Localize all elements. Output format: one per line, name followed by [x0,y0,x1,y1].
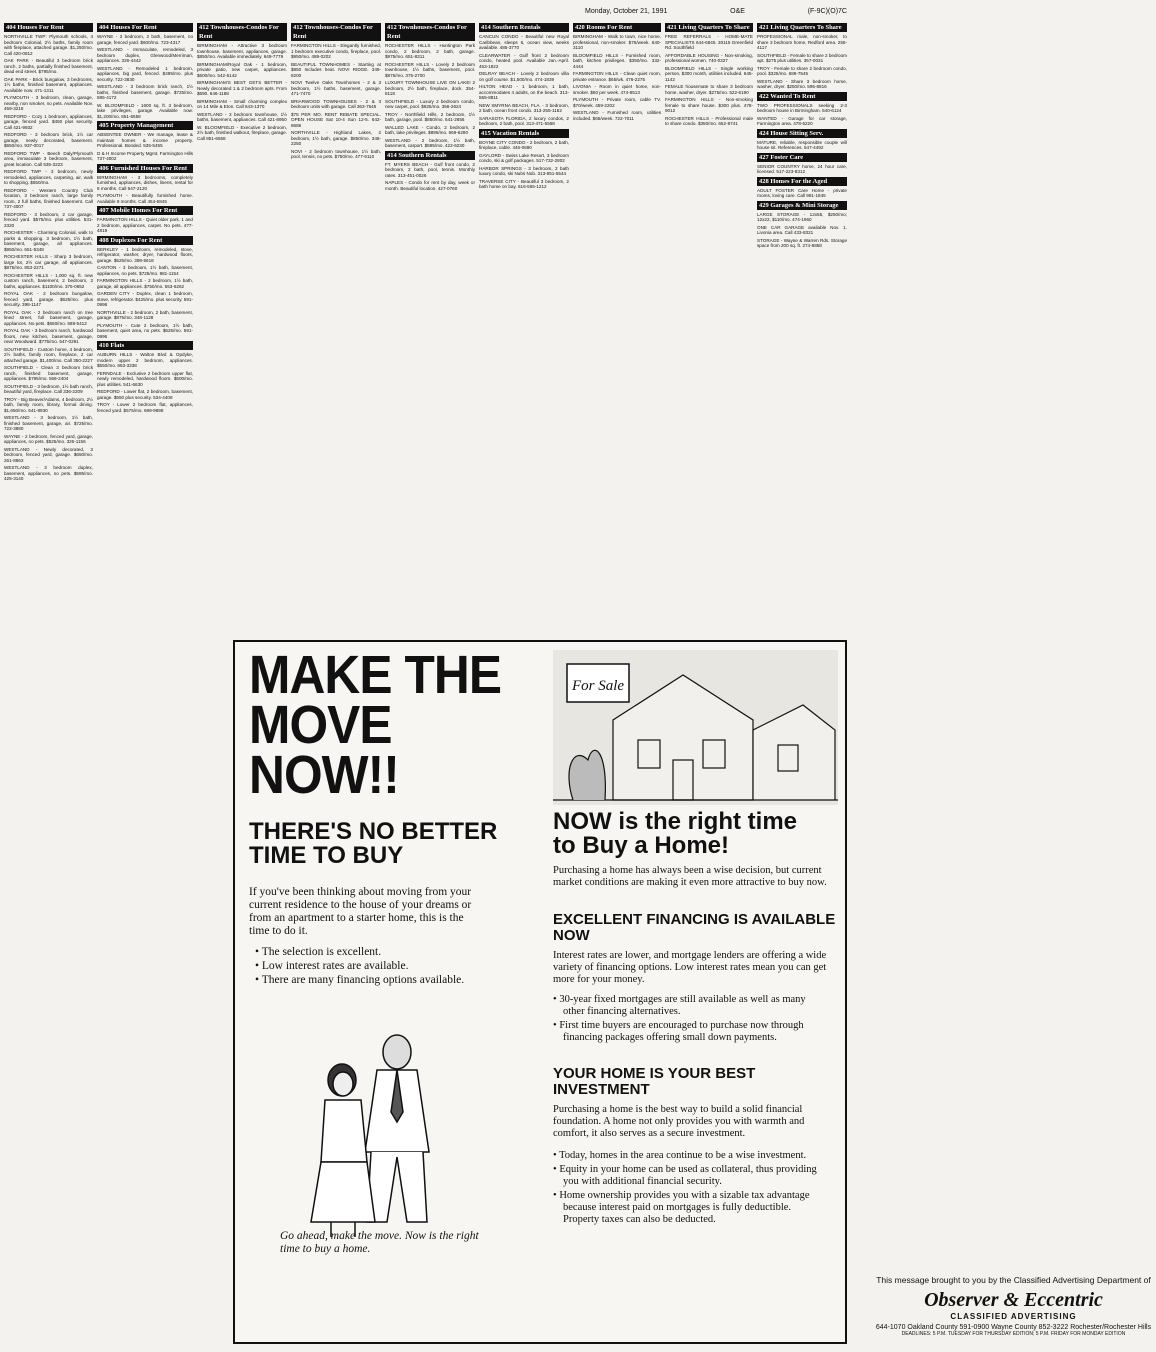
ad-bullet: • Low interest rates are available. [255,960,409,972]
classified-listing: LUXURY TOWNHOUSE LIVE ON LAKE! 2 bedroom, 2½ bath, fireplace, dock. 354-8118 [385,80,475,96]
excellent-financing-bullets [553,994,823,1046]
classified-listing: GAYLORD - Swiss Lake Resort, 3 bedroom condo, ski & golf packages. 517-732-2802 [479,152,569,163]
classified-listing: FARMINGTON HILLS - Elegantly furnished, 1 bedroom executive condo, fireplace, pool. $950/mo. 489-0202 [291,43,381,59]
classified-listing: TROY - Big Beaver/Adams, 4 bedroom, 2½ bath, family room, library, formal dining. $1,650/mo. 641-8930 [4,396,93,413]
classified-listing: TROY - Lower 2 bedroom flat, appliances, fenced yard. $575/mo. 689-9898 [97,402,193,413]
listings [197,43,287,141]
listings [291,43,381,160]
classified-listing: ROCHESTER - Charming Colonial, walk to parks & shopping. 3 bedroom, 1½ bath, basement, garage, all appliances. $950/mo. 651-5348 [4,230,93,252]
classified-listing: STORAGE - Wayne & Warren Rds. Storage space from 200 sq. ft. 274-8858 [757,237,847,248]
section-heading: 420 Rooms For Rent [573,23,661,32]
classified-listing: W. BLOOMFIELD - 1600 sq. ft. 3 bedroom, lake privileges, garage. Available now. $1,200/mo. 851-6558 [97,102,193,119]
section-heading: 412 Townhouses-Condos For Rent [291,23,381,41]
classified-listing: SOUTHFIELD - Luxury 2 bedroom condo, new carpet, pool. $825/mo. 356-2624 [385,98,475,109]
excellent-financing-title: EXCELLENT FINANCING IS AVAILABLE NOW [553,911,836,944]
classified-listing: WESTLAND - Newly decorated, 3 bedroom, fenced yard, garage. $650/mo. 261-8863 [4,446,93,463]
classified-listing: WESTLAND - 3 bedroom brick ranch, 1½ baths, finished basement, garage. $725/mo. 595-4172 [97,84,193,100]
investment-bullet: • Equity in your home can be used as collateral, thus providing you with additional financial security. [553,1164,817,1187]
section-heading: 428 Homes For the Aged [757,177,847,186]
classified-listing: TRAVERSE CITY - Beautiful 3 bedroom, 2 bath home on bay. 616-555-1212 [479,178,569,189]
classified-listing: TROY - Female to share 2 bedroom condo, pool. $325/mo. 689-7545 [757,65,847,76]
classified-listing: TWO PROFESSIONALS seeking 2-3 bedroom house in Birmingham. 540-6124 [757,102,847,113]
classified-listing: PLYMOUTH - Private room, cable TV. $70/week. 459-2202 [573,97,661,108]
masthead [585,4,847,18]
classified-listing: BIRMINGHAM - Walk to town, nice home, professional, non-smoker. $75/week. 640-3110 [573,34,661,50]
ad-headline-line-2: MOVE NOW!! [249,695,399,805]
classified-listing: BIRMINGHAM - Small charming complex on 14 Mile & Eton. Call 643-1370 [197,98,287,109]
classified-listing: CANCUN CONDO - Beautiful new Royal Caribbean, sleeps 6, ocean view, weeks available. 485-3770 [479,34,569,50]
listings [4,34,93,482]
listings [385,162,475,192]
listings [385,43,475,149]
classified-listing: HILTON HEAD - 1 bedroom, 1 bath, accommodates 4 adults, on the beach. 313-555-8811 [479,84,569,100]
classified-listing: FARMINGTON HILLS - Non-smoking female to share house. $300 plus. 478-9012 [665,97,753,113]
column-9 [757,22,847,638]
ad-intro: If you've been thinking about moving from your current residence to the house of your dreams or from an apartment to a starter home, this is the time to do it. [249,886,472,937]
classified-listing: PROFESSIONAL male, non-smoker, to share 3 bedroom home, Redford area. 255-4117 [757,34,847,50]
classified-listing: FARMINGTON HILLS - 2 bedroom, 1½ bath, garage, all appliances. $750/mo. 553-6262 [97,278,193,289]
section-heading: 405 Property Management [97,121,193,130]
section-heading: 422 Wanted To Rent [757,92,847,101]
listings [757,164,847,175]
excellent-financing-text: Interest rates are lower, and mortgage lenders are offering a wide variety of financing options. Low interest rates mean you can get more for your money. [553,950,827,985]
listings [757,103,847,127]
classified-listing: PLYMOUTH - Cute 2 bedroom, 1½ bath, basement, quiet area, no pets. $625/mo. 591-0996 [97,322,193,339]
classified-listing: BLOOMFIELD HILLS - Single working person, $300 month, utilities included. 645-1142 [665,65,753,82]
classified-listing: WESTLAND - Immaculate, remodeled, 3 bedroom duplex, Glenwood/Merriman, appliances. 326-4442 [97,47,193,63]
classified-listing: WESTLAND - Remodeled 1 bedroom, appliances, big yard, fenced. $495/mo. plus security. 722-3830 [97,65,193,82]
classified-listing: HARBOR SPRINGS - 3 bedroom, 2 bath luxury condo, ski Nubs Nob. 313-851-5544 [479,165,569,176]
right-headline-line-2: to Buy a Home! [553,832,730,859]
classified-listing: ROCHESTER HILLS - Lovely 2 bedroom townhouse, 1½ baths, basement, pool. $875/mo. 375-2700 [385,61,475,78]
best-investment-title: YOUR HOME IS YOUR BEST INVESTMENT [553,1065,756,1098]
ad-headline-line-1: MAKE THE [249,645,502,705]
house-illustration [553,650,838,805]
column-7 [573,22,661,638]
classified-listing: D & H Income Property Mgmt. Farmington Hills 737-4002 [97,150,193,161]
classified-listing: WAYNE - 2 bedroom, fenced yard, garage, appliances, no pets. $525/mo. 326-1156 [4,433,93,444]
classified-listing: ONE CAR GARAGE available Nov. 1. Livonia area. Call 433-8321 [757,224,847,235]
classified-listing: W. BLOOMFIELD - Executive 2 bedroom, 2½ bath, finished walkout, fireplace, garage. Call 851-6558 [197,124,287,141]
section-heading: 406 Furnished Houses For Rent [97,164,193,173]
listings [757,188,847,199]
classified-listing: REDFORD - 3 bedroom brick, 1½ car garage, newly decorated, basement. $650/mo. 937-0017 [4,132,93,148]
woman-figure [311,1064,375,1237]
column-6 [479,22,569,638]
for-sale-sign-text: For Sale [571,678,625,694]
best-investment-bullets [553,1150,823,1228]
section-heading: 404 Houses For Rent [4,23,93,32]
couple-illustration [247,1022,517,1352]
classified-listing: LIVONIA - Room in quiet home, non-smoker. $60 per week. 474-8513 [573,84,661,95]
classified-listing: REDFORD - Lower flat, 2 bedroom, basement, garage. $550 plus security. 534-4408 [97,389,193,400]
listings [479,34,569,127]
classified-listing: ROYAL OAK - 2 bedroom bungalow, fenced yard, garage. $625/mo. plus security. 398-1147 [4,291,93,307]
classified-listing: GARDEN CITY - Duplex, clean 1 bedroom, stove, refrigerator. $425/mo. plus security. 591-0996 [97,291,193,307]
classified-listing: WALLED LAKE - Condo, 2 bedroom, 2 bath, lake privileges. $895/mo. 669-6280 [385,124,475,135]
classified-listing: FERNDALE - Exclusive 2 bedroom upper flat, newly remodeled, hardwood floors. $500/mo. plus utilities. 541-6630 [97,370,193,387]
section-heading: 414 Southern Rentals [385,151,475,160]
classified-listing: MATURE, reliable, responsible couple will house sit. References. 547-4492 [757,139,847,150]
column-8 [665,22,753,638]
classified-listing: ROCHESTER HILLS - Sharp 3 bedroom, large lot, 2½ car garage, all appliances. $875/mo. 853-2271 [4,254,93,270]
classified-listing: CANTON - 3 bedroom, 1½ bath, basement, appliances, no pets. $725/mo. 981-1154 [97,265,193,276]
classified-listing: SOUTHFIELD - Custom home, 4 bedroom, 2½ baths, family room, fireplace, 2 car attached garage. $1,400/mo. Call 350-2227 [4,346,93,363]
newspaper-logo: Observer & Eccentric [924,1289,1103,1311]
classified-listing: BOYNE CITY CONDO - 2 bedroom, 2 bath, fireplace, cable. 446-0690 [479,139,569,150]
classified-listing: NORTHVILLE - 2 bedroom, 2 bath, basement, garage. $875/mo. 348-1128 [97,309,193,320]
section-heading: 427 Foster Care [757,153,847,162]
column-4 [291,22,381,638]
classified-listing: PLYMOUTH - 3 bedroom, clean, garage, nearby, non smoker, no pets. Available Nov. 459-3218 [4,95,93,111]
classified-label: CLASSIFIED ADVERTISING [950,1312,1077,1321]
classified-listing: SOUTHFIELD - Female to share 2 bedroom apt. $275 plus utilities. 357-0031 [757,52,847,63]
ad-bullet: • There are many financing options available. [255,974,465,986]
classified-listing: REDFORD - 3 bedroom, 2 car garage, fenced yard. $575/mo. plus utilities. 531-2320 [4,211,93,228]
listings [97,132,193,162]
ad-left-panel [249,645,549,988]
section-heading: 429 Garages & Mini Storage [757,201,847,210]
deadlines: DEADLINES: 5 P.M. TUESDAY FOR THURSDAY EDITION; 5 P.M. FRIDAY FOR MONDAY EDITION [901,1331,1126,1337]
man-figure [365,1035,429,1222]
issue-date: Monday, October 21, 1991 [585,7,668,15]
classified-listing: SOUTHFIELD - 3 bedroom, 1½ bath ranch, beautiful yard, fireplace. Call 336-2209 [4,383,93,394]
classified-listing: ROCHESTER HILLS - Professional male to share condo. $350/mo. 652-8741 [665,115,753,126]
ad-subhead: THERE'S NO BETTER TIME TO BUY [249,818,498,869]
column-3 [197,22,287,638]
section-heading: 415 Vacation Rentals [479,129,569,138]
right-headline [553,810,797,858]
listings [97,247,193,340]
classified-listing: REDFORD - Cozy 1 bedroom, appliances, garage, fenced yard. $450 plus security. Call 421-9932 [4,113,93,130]
classified-listing: NOVI - 2 bedroom townhouse, 1½ bath, pool, tennis, no pets. $750/mo. 477-9110 [291,148,381,159]
classified-listing: BIRMINGHAM/Royal Oak - 1 bedroom, private patio, new carpet, appliances. $600/mo. 542-5142 [197,61,287,78]
listings [97,175,193,205]
classified-listing: FARMINGTON HILLS - Quiet older park. 1 and 2 bedroom, appliances, carpet. No pets. 477-4819 [97,217,193,233]
for-sale-sign [567,664,629,702]
classified-listing: BRIARWOOD TOWNHOUSES - 2 & 3 bedroom units with garage. Call 363-7545 [291,98,381,109]
classified-listing: $75 PER MO. RENT REBATE SPECIAL. OPEN HOUSE Sat 10-4 Sun 12-5. 642-8686 [291,111,381,128]
best-investment-text: Purchasing a home is the best way to build a solid financial foundation. A home not only provides you with warmth and comfort, it also serves as a secure investment. [553,1104,805,1139]
ad-bullets [249,946,485,987]
classified-listing: WESTLAND - 3 bedroom, 1½ bath, finished basement, garage, air. $725/mo. 722-3880 [4,415,93,431]
classified-listing: SARASOTA FLORIDA, 2 luxury condos, 2 bedroom, 2 bath, pool. 313-471-5558 [479,115,569,126]
classified-listing: BLOOMFIELD HILLS - Furnished room, bath, kitchen privileges. $350/mo. 332-4444 [573,52,661,69]
classified-listing: REDFORD TWP - Beech Daly/Plymouth area, immaculate 3 bedroom, basement, great location. Call 535-3223 [4,150,93,167]
section-heading: 407 Mobile Homes For Rent [97,206,193,215]
column-5 [385,22,475,638]
classified-listing: ROCHESTER HILLS - Huntington Park condo, 2 bedroom, 2 bath, garage. $975/mo. 651-8311 [385,43,475,59]
classified-listing: CLEARWATER - Gulf front 2 bedroom condo, heated pool. Available Jan.-April. 453-1822 [479,52,569,69]
ad-footer [871,1275,1156,1337]
financing-bullet: • First time buyers are encouraged to purchase now through financing packages offering small down payments. [553,1020,804,1043]
listings [97,217,193,234]
classified-listing: WESTLAND - 3 bedroom duplex, basement, appliances, no pets. $595/mo. 425-3140 [4,465,93,481]
section-name: O&E [730,7,745,15]
column-1 [4,22,93,1342]
classified-listing: FT. MYERS BEACH - Gulf front condo, 2 bedroom, 2 bath, pool, tennis. Monthly rates. 313-451-0026 [385,161,475,178]
classified-listing: SENIOR COUNTRY home, 24 hour care, licensed. 517-223-8312 [757,163,847,174]
classified-listing: FREE REFERRALS - HOME-MATE SPECIALISTS 644-6845. 30115 Greenfield Rd. Southfield [665,34,753,50]
classified-listing: LARGE STORAGE - 12x55, $250/mo; 12x22, $110/mo. 474-1960 [757,211,847,222]
classified-listing: WAYNE - 3 bedroom, 2 bath, basement, no garage, fenced yard. $600/mo. 723-4317 [97,34,193,45]
classified-listing: NAPLES - Condo for rent by day, week or month. Beautiful location. 427-0760 [385,180,475,191]
classified-listing: SOUTHFIELD - Clean 3 bedroom brick ranch, finished basement, garage, appliances. $795/mo. 569-2404 [4,365,93,381]
classified-listing: ABSENTEE OWNER - We manage, lease & maintain homes & income property. Professional. Bonded. 535-5455 [97,132,193,148]
section-heading: 421 Living Quarters To Share [665,23,753,32]
listings [757,140,847,151]
classified-listing: WESTLAND - Furnished room, utilities included. $65/week. 722-7011 [573,110,661,121]
classified-listing: OAK PARK - Brick bungalow, 3 bedrooms, 1½ baths, finished basement, appliances. Available now. 471-1311 [4,76,93,93]
financing-bullet: • 30-year fixed mortgages are still available as well as many other financing alternatives. [553,994,806,1017]
classified-listing: ROYAL OAK - 2 bedroom ranch on tree lined street, full basement, garage, appliances. No pets. $650/mo. 588-5412 [4,309,93,326]
investment-bullet: • Today, homes in the area continue to be a wise investment. [553,1150,807,1161]
page-number: (F-9C)(O)7C [807,7,847,15]
section-heading: 410 Flats [97,341,193,350]
classified-listing: ROYAL OAK - 3 bedroom ranch, hardwood floors, new kitchen, basement, garage, near Woodward. $775/mo. 547-0291 [4,328,93,344]
listings [757,212,847,249]
investment-bullet: • Home ownership provides you with a sizable tax advantage because interest paid on mortgages is fully deductible. Property taxes can also be deducted. [553,1190,810,1225]
classified-listing: WESTLAND - 2 bedroom, 1½ bath, basement, carport. $595/mo. 422-6230 [385,137,475,148]
classified-listing: BIRMINGHAM'S BEST GETS BETTER - Newly decorated 1 & 2 bedroom apts. From $690. 646-1188 [197,80,287,96]
classified-listing: FARMINGTON HILLS - Clean quiet room, private entrance. $65/wk. 476-2275 [573,71,661,82]
ad-bullet: • The selection is excellent. [255,946,382,958]
classified-listing: BIRMINGHAM - 3 bedrooms, completely furnished, appliances, dishes, linens, rental for 6 months. Call 647-2120 [97,174,193,191]
listings [479,140,569,190]
listings [573,34,661,121]
classified-listing: ADULT FOSTER Care Home - private rooms, loving care. Call 981-1845 [757,187,847,198]
classified-listing: ROCHESTER HILLS - 1,000 sq. ft. new custom ranch, basement, 2 bedroom, 2 baths, appliances. $1100/mo. 375-0652 [4,272,93,289]
classified-listing: NORTHVILLE - Highland Lakes, 2 bedroom, 1½ bath, garage. $850/mo. 348-2250 [291,130,381,146]
listings [97,34,193,119]
classified-listing: BIRMINGHAM - Attractive 3 bedroom townhouse, basement, appliances, garage. $850/mo. Available immediately. 649-7779 [197,43,287,59]
classified-listing: REDFORD - Western Country Club location, 3 bedroom ranch, large family room, 2 full baths, finished basement. Call 737-4007 [4,187,93,209]
section-heading: 408 Duplexes For Rent [97,236,193,245]
listings [665,34,753,127]
section-heading: 424 House Sitting Serv. [757,129,847,138]
section-heading: 421 Living Quarters To Share [757,23,847,32]
classified-listing: REDFORD TWP - 3 bedroom, newly remodeled, appliances, carpeting, air, walk to shopping. $650/mo. [4,169,93,185]
section-heading: 404 Houses For Rent [97,23,193,32]
phone-numbers: 644-1070 Oakland County 591-0900 Wayne County 852-3222 Rochester/Rochester Hills [875,1324,1152,1331]
column-2 [97,22,193,1342]
real-estate-display-ad [233,640,1152,1344]
classified-listing: NEW SMYRNA BEACH, FLA. - 3 bedroom, 2 bath, ocean front condo. 313-255-1162 [479,102,569,113]
classified-listing: AUBURN HILLS - Walton Blvd & Opdyke, modern upper 2 bedroom, appliances. $550/mo. 853-3338 [97,352,193,368]
classified-listing: FEMALE housemate to share 3 bedroom home, washer, dryer. $275/mo. 522-6190 [665,84,753,95]
ad-caption: Go ahead, make the move. Now is the right time to buy a home. [280,1230,479,1255]
listings [757,34,847,90]
classified-listing: BERKLEY - 1 bedroom, remodeled, stove, refrigerator, washer, dryer, hardwood floors, garage. $525/mo. 398-5618 [97,246,193,263]
classified-listing: AFFORDABLE HOUSING - Non-smoking, professional women. 740-0327 [665,52,753,63]
right-intro: Purchasing a home has always been a wise decision, but current market conditions are making it even more attractive to buy now. [553,865,827,888]
section-heading: 412 Townhouses-Condos For Rent [197,23,287,41]
classified-listing: NORTHVILLE TWP: Plymouth schools, 4 bedroom Colonial, 2½ baths, family room with fireplace, attached garage. $1,250/mo. Call 420-0812 [4,34,93,56]
classified-listing: BEAUTIFUL TOWNHOMES - Starting at $950 Includes heat. NOVI RIDGE. 349-8200 [291,61,381,78]
section-heading: 414 Southern Rentals [479,23,569,32]
classified-listing: DELRAY BEACH - Lovely 2 bedroom villa on golf course. $1,500/mo. 474-1839 [479,71,569,82]
listings [97,352,193,413]
section-heading: 412 Townhouses-Condos For Rent [385,23,475,41]
footer-message: This message brought to you by the Classified Advertising Department of [876,1275,1151,1285]
classified-listing: WESTLAND - 3 bedroom townhouse, 1½ baths, basement, appliances. Call 421-8950 [197,111,287,122]
classified-listing: TROY - Northfield Hills, 2 bedroom, 1½ bath, garage, pool. $850/mo. 641-2656 [385,111,475,122]
classified-listing: NOVI Twelve Oaks Townhomes - 2 & 3 bedroom, 1½ baths, basement, garage. 471-7470 [291,80,381,96]
right-headline-line-1: NOW is the right time [553,808,798,835]
classified-listing: WESTLAND - Share 3 bedroom home, washer, dryer. $250/mo. 595-8816 [757,78,847,89]
ad-headline [249,645,525,805]
classified-listing: PLYMOUTH - Beautifully furnished home. Available 9 months. Call 454-6845 [97,193,193,204]
classified-listing: OAK PARK - Beautiful 3 bedroom brick ranch, 2 baths, partially finished basement, dead end street. $795/mo. [4,58,93,74]
classified-listing: WANTED - Garage for car storage, Farmington area. 478-6220 [757,115,847,126]
